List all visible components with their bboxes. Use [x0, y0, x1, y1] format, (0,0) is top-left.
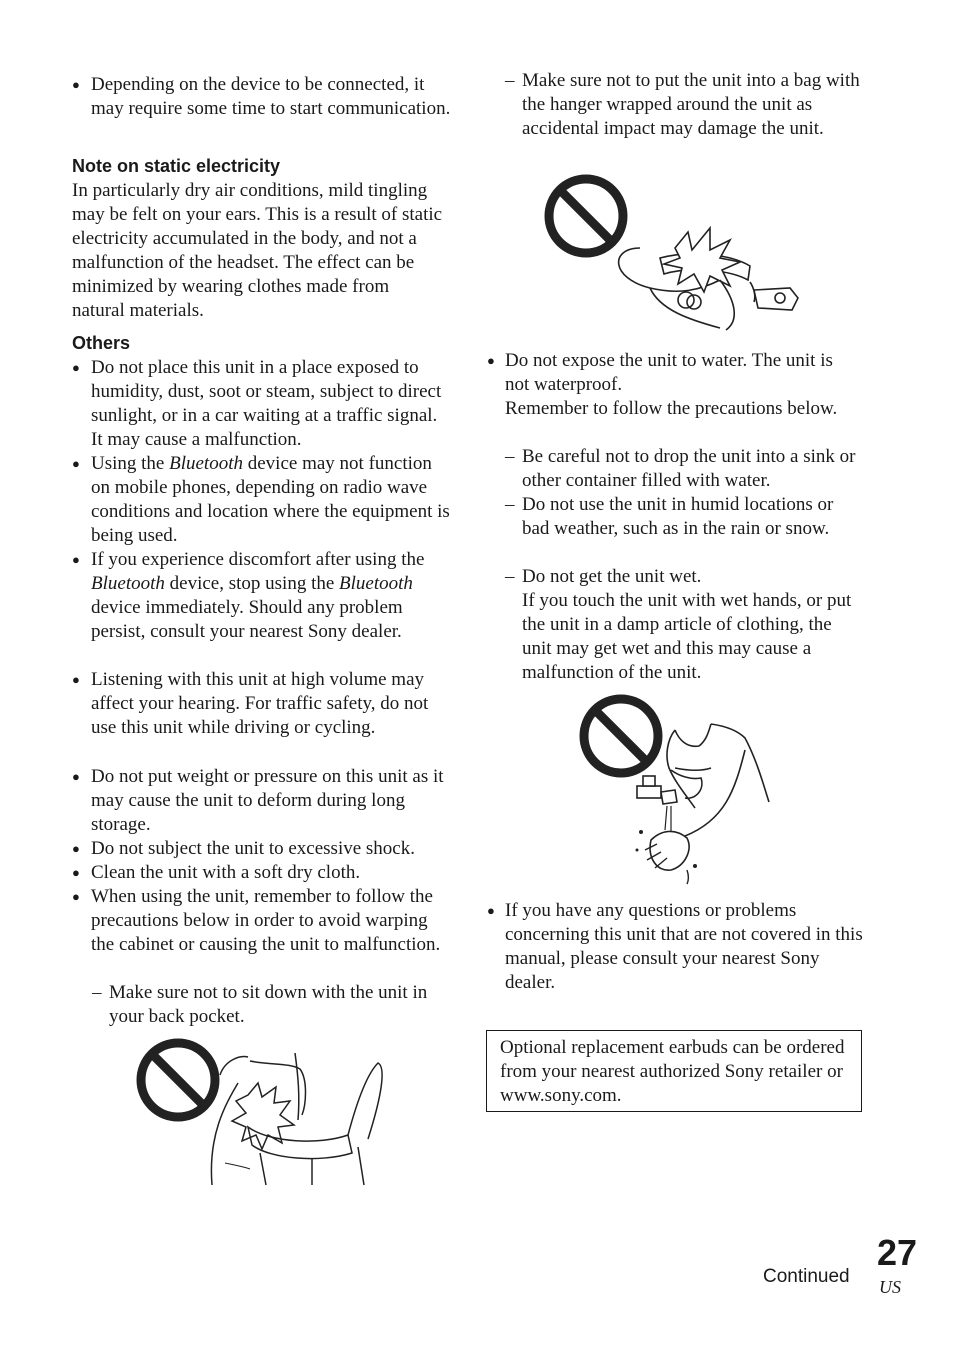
dash-item-bag-hanger: Make sure not to put the unit into a bag with the hanger wrapped around the unit as accidental impact may damage the unit.: [522, 70, 860, 139]
bullet: ●: [72, 672, 80, 687]
bullet-item-questions: If you have any questions or problems concerning this unit that are not covered in this manual, please consult your nearest Sony dealer.: [505, 900, 863, 993]
bullet: ●: [72, 769, 80, 784]
paragraph-static-electricity: In particularly dry air conditions, mild tingling may be felt on your ears. This is a result of static electricity accumulated in the body, and not a malfunction of the headset. The effect can be minimized by wearing clothes made from natural materials.: [72, 180, 443, 321]
bullet-item-weight: Do not put weight or pressure on this unit as it may cause the unit to deform during long storage.: [91, 766, 444, 835]
bullet: ●: [72, 552, 80, 567]
heading-static-electricity: Note on static electricity: [72, 156, 281, 176]
bullet-item-shock: Do not subject the unit to excessive shock.: [91, 838, 415, 859]
dash: –: [505, 70, 515, 91]
paragraph-water-precautions: Remember to follow the precautions below.: [505, 398, 838, 419]
bullet-item-precautions: When using the unit, remember to follow the precautions below in order to avoid warping the cabinet or causing the unit to malfunction.: [91, 886, 441, 955]
bullet: ●: [72, 456, 80, 471]
bullet-item-volume: Listening with this unit at high volume may affect your hearing. For traffic safety, do not use this unit while driving or cycling.: [91, 669, 429, 738]
bullet-item-bluetooth-phones: Using the Bluetooth device may not function on mobile phones, depending on radio wave conditions and location where the equipment is being used.: [91, 453, 450, 546]
bullet: ●: [72, 360, 80, 375]
heading-others: Others: [72, 333, 131, 353]
paragraph-wet-hands: If you touch the unit with wet hands, or put the unit in a damp article of clothing, the unit may get wet and this may cause a malfunction of the unit.: [522, 590, 852, 683]
bullet-item-water: Do not expose the unit to water. The unit is not waterproof.: [505, 350, 833, 395]
dash: –: [92, 982, 102, 1003]
dash-item-humid: Do not use the unit in humid locations or bad weather, such as in the rain or snow.: [522, 494, 834, 539]
bullet-item-clean: Clean the unit with a soft dry cloth.: [91, 862, 361, 883]
prohibited-sitting-illustration: [130, 1035, 390, 1187]
page-region: US: [879, 1277, 901, 1297]
prohibited-slash: [595, 710, 647, 762]
dash-item-back-pocket: Make sure not to sit down with the unit in your back pocket.: [109, 982, 428, 1027]
bullet-item-communication: Depending on the device to be connected, it may require some time to start communication.: [91, 74, 451, 119]
dash: –: [505, 566, 515, 587]
bullet: ●: [72, 889, 80, 904]
prohibited-wet-hands-illustration: [575, 690, 775, 886]
dash-item-wet: Do not get the unit wet.: [522, 566, 702, 587]
note-text: Optional replacement earbuds can be ordered from your nearest authorized Sony retailer or www.sony.com.: [500, 1037, 845, 1106]
bullet: ●: [72, 865, 80, 880]
note-box: [486, 1030, 862, 1112]
bullet: ●: [487, 903, 495, 918]
page-number: 27: [877, 1232, 918, 1273]
bullet: ●: [72, 77, 80, 92]
bullet-item-exposure: Do not place this unit in a place exposed to humidity, dust, soot or steam, subject to direct sunlight, or in a car waiting at a traffic signal. It may cause a malfunction.: [91, 357, 442, 450]
dash-item-sink: Be careful not to drop the unit into a sink or other container filled with water.: [522, 446, 856, 491]
dash: –: [505, 494, 515, 515]
bullet-item-discomfort: If you experience discomfort after using the Bluetooth device, stop using the Bluetooth device immediately. Should any problem persist, consult your nearest Sony dealer.: [91, 549, 425, 642]
prohibited-bag-illustration: [540, 170, 808, 338]
prohibited-slash: [560, 190, 612, 242]
bullet: ●: [72, 841, 80, 856]
prohibited-slash: [152, 1054, 204, 1106]
bullet: ●: [487, 353, 495, 368]
continued-label: Continued: [763, 1266, 850, 1287]
dash: –: [505, 446, 515, 467]
